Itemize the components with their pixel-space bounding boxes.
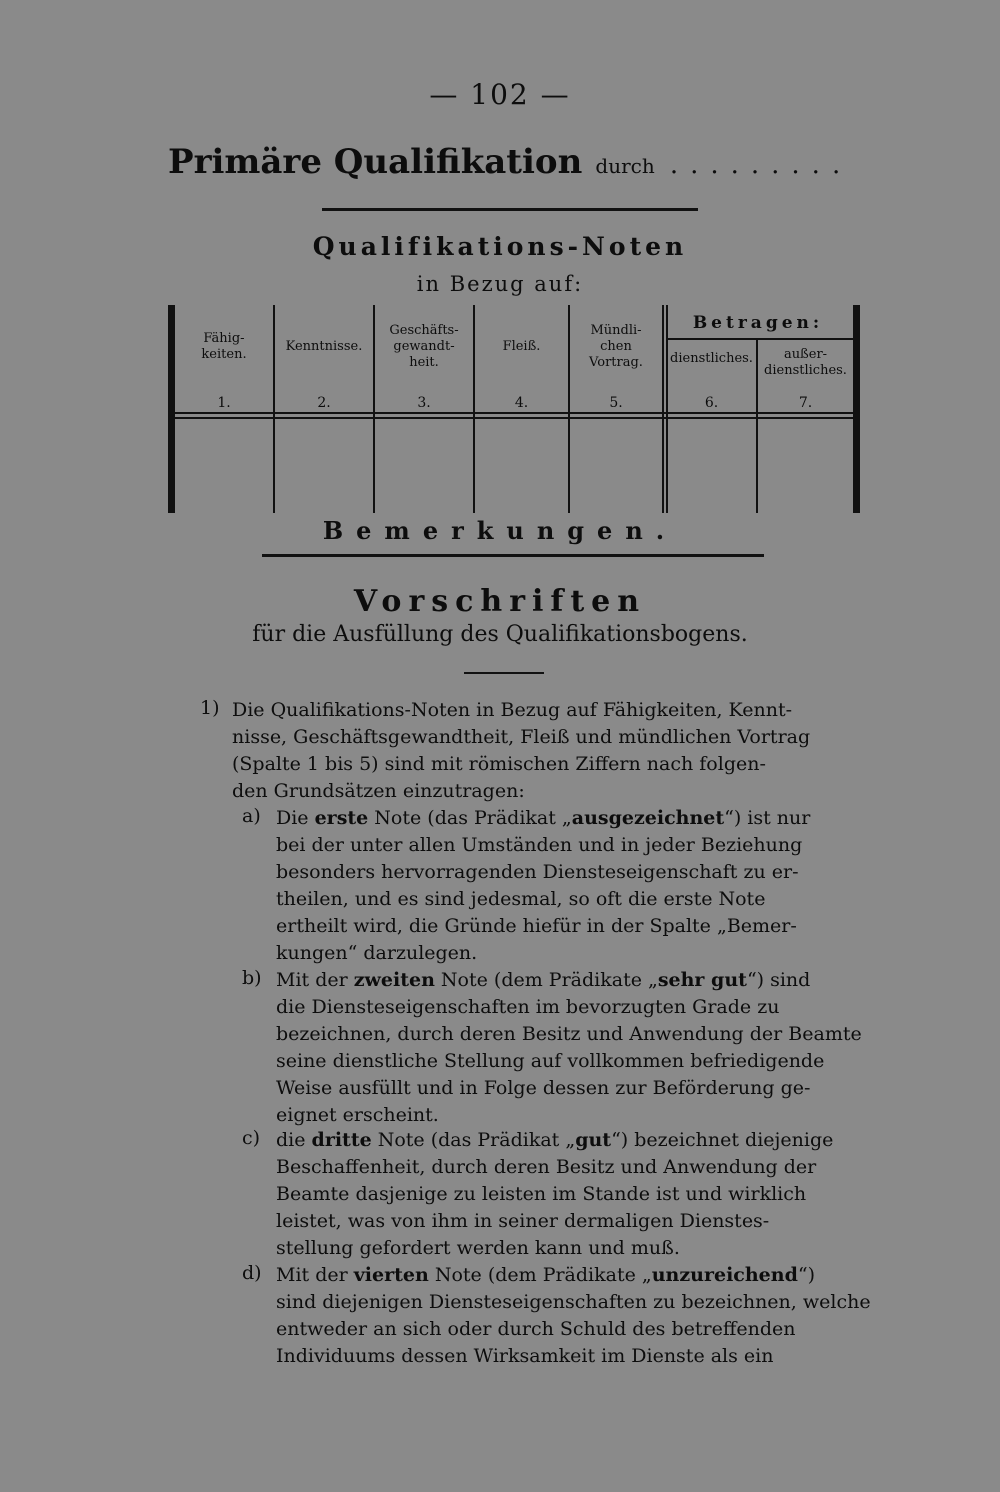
col-header-ausserdienstliches: außer- dienstliches. (764, 347, 847, 378)
text-line: (Spalte 1 bis 5) sind mit römischen Ziffern nach folgen- (232, 753, 766, 775)
text-line: die Diensteseigenschaften im bevorzugten Grade zu (276, 996, 780, 1018)
regulations-subtitle: für die Ausfüllung des Qualifikationsbogens. (252, 622, 748, 647)
col-header-faehigkeiten: Fähig- keiten. (201, 331, 247, 362)
table-col-divider (662, 305, 664, 513)
table-col-divider (756, 338, 758, 513)
table-col-divider (373, 305, 375, 513)
title-divider (322, 208, 698, 211)
list-item-b (276, 967, 872, 1129)
paragraph-marker: 1) (200, 697, 220, 719)
text-line: theilen, und es sind jedesmal, so oft die erste Note (276, 888, 766, 910)
list-item-a (276, 805, 872, 967)
page-number: — 102 — (429, 78, 571, 111)
grade-table (168, 305, 860, 513)
text-line: ertheilt wird, die Gründe hiefür in der Spalte „Bemer- (276, 915, 797, 937)
text-line: nisse, Geschäftsgewandtheit, Fleiß und mündlichen Vortrag (232, 726, 811, 748)
text-line: eignet erscheint. (276, 1104, 439, 1126)
short-divider (464, 672, 544, 674)
text-line: Beamte dasjenige zu leisten im Stande ist und wirklich (276, 1183, 807, 1205)
col-header-muendlichen-vortrag: Mündli- chen Vortrag. (589, 323, 643, 370)
page-title (168, 142, 853, 182)
title-main: Primäre Qualifikation (168, 142, 583, 182)
remarks-divider (262, 554, 764, 557)
text-line: den Grundsätzen einzutragen: (232, 780, 525, 802)
text-line: seine dienstliche Stellung auf vollkommen befriedigende (276, 1050, 825, 1072)
list-marker-c: c) (242, 1127, 261, 1149)
list-marker-b: b) (242, 967, 262, 989)
text-line: Weise ausfüllt und in Folge dessen zur Beförderung ge- (276, 1077, 811, 1099)
table-border-left (168, 305, 175, 513)
text-line: Individuums dessen Wirksamkeit im Dienste als ein (276, 1345, 774, 1367)
text-line: Die erste Note (das Prädikat „ausgezeichnet“) ist nur (276, 807, 811, 829)
remarks-heading: Bemerkungen. (322, 516, 678, 545)
text-line: sind diejenigen Diensteseigenschaften zu bezeichnen, welche (276, 1291, 871, 1313)
title-small: durch (595, 154, 655, 178)
text-line: die dritte Note (das Prädikat „gut“) bezeichnet diejenige (276, 1129, 834, 1151)
table-heading: Qualifikations-Noten (312, 232, 688, 261)
table-subheading: in Bezug auf: (416, 272, 584, 296)
col-number: 3. (417, 395, 431, 411)
betragen-rule (666, 338, 853, 340)
text-line: leistet, was von ihm in seiner dermaligen Dienstes- (276, 1210, 770, 1232)
table-col-divider (273, 305, 275, 513)
table-rule (175, 412, 853, 414)
col-number: 2. (317, 395, 331, 411)
text-line: entweder an sich oder durch Schuld des betreffenden (276, 1318, 796, 1340)
title-dots: ......... (669, 150, 853, 180)
table-rule (175, 417, 853, 419)
list-marker-d: d) (242, 1262, 262, 1284)
text-line: besonders hervorragenden Diensteseigenschaft zu er- (276, 861, 799, 883)
text-line: stellung gefordert werden kann und muß. (276, 1237, 680, 1259)
list-item-d (276, 1262, 872, 1370)
betragen-heading: Betragen: (692, 313, 824, 333)
col-number: 6. (704, 395, 719, 411)
table-col-divider (473, 305, 475, 513)
col-number: 4. (514, 395, 529, 411)
col-number: 5. (609, 395, 623, 411)
col-number: 7. (798, 395, 813, 411)
regulations-title: Vorschriften (353, 584, 647, 619)
paragraph-1 (232, 697, 872, 805)
col-header-dienstliches: dienstliches. (670, 351, 753, 366)
col-header-kenntnisse: Kenntnisse. (285, 339, 363, 354)
text-line: Mit der vierten Note (dem Prädikate „unzureichend“) (276, 1264, 815, 1286)
table-col-divider (568, 305, 570, 513)
col-header-geschaeftsgewandtheit: Geschäfts- gewandt- heit. (389, 323, 459, 370)
text-line: bezeichnen, durch deren Besitz und Anwendung der Beamte (276, 1023, 862, 1045)
col-number: 1. (217, 395, 231, 411)
text-line: Beschaffenheit, durch deren Besitz und Anwendung der (276, 1156, 817, 1178)
table-border-right (853, 305, 860, 513)
list-marker-a: a) (242, 805, 261, 827)
text-line: Mit der zweiten Note (dem Prädikate „sehr gut“) sind (276, 969, 811, 991)
text-line: kungen“ darzulegen. (276, 942, 478, 964)
text-line: bei der unter allen Umständen und in jeder Beziehung (276, 834, 803, 856)
col-header-fleiss: Fleiß. (502, 339, 541, 354)
text-line: Die Qualifikations-Noten in Bezug auf Fähigkeiten, Kennt- (232, 699, 793, 721)
list-item-c (276, 1127, 872, 1262)
